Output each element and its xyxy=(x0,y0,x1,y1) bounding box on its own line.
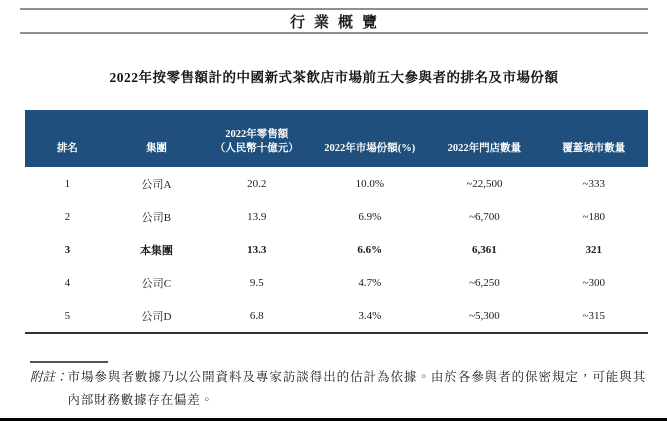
col-header-retail-line2: （人民幣十億元） xyxy=(214,142,299,154)
cell-share: 3.4% xyxy=(358,309,382,322)
cell-retail: 9.5 xyxy=(249,276,264,289)
cell-share: 4.7% xyxy=(358,276,382,289)
cell-cities: 321 xyxy=(585,243,602,256)
col-header-rank: 排名 xyxy=(56,142,78,154)
table-row xyxy=(25,167,648,200)
cell-stores: ~22,500 xyxy=(466,177,503,190)
cell-retail: 13.9 xyxy=(247,210,267,223)
cell-cities: ~300 xyxy=(582,276,605,289)
cell-stores: ~6,700 xyxy=(469,210,500,223)
cell-stores: 6,361 xyxy=(472,243,497,256)
table-header-row xyxy=(25,110,648,167)
table-title: 2022年按零售額計的中國新式茶飲店市場前五大參與者的排名及市場份額 xyxy=(109,70,559,85)
cell-group: 公司D xyxy=(141,310,172,323)
footnote-label: 附註： xyxy=(30,370,68,384)
cell-rank: 1 xyxy=(64,177,71,190)
cell-stores: ~6,250 xyxy=(469,276,500,289)
col-header-share: 2022年市場份額(%) xyxy=(324,142,416,154)
table-row xyxy=(25,200,648,233)
footnote xyxy=(30,366,646,412)
cell-cities: ~315 xyxy=(582,309,605,322)
cell-rank: 2 xyxy=(64,210,71,223)
cell-share: 6.6% xyxy=(357,243,383,256)
cell-cities: ~180 xyxy=(582,210,605,223)
cell-rank: 5 xyxy=(64,309,71,322)
market-share-table xyxy=(25,110,648,334)
page-title: 行業概覽 xyxy=(289,15,386,31)
cell-group: 公司B xyxy=(141,211,172,224)
footnote-rule xyxy=(30,361,108,363)
col-header-cities: 覆蓋城市數量 xyxy=(562,142,626,154)
cell-retail: 13.3 xyxy=(247,243,267,256)
cell-share: 10.0% xyxy=(355,177,384,190)
col-header-group: 集團 xyxy=(145,142,167,154)
cell-retail: 20.2 xyxy=(247,177,267,190)
cell-rank: 4 xyxy=(64,276,71,289)
cell-retail: 6.8 xyxy=(249,309,264,322)
cell-group: 公司A xyxy=(141,178,172,191)
header-rule-top xyxy=(20,8,648,10)
table-row-our-group xyxy=(25,233,648,266)
cell-group: 本集團 xyxy=(139,244,173,257)
cell-rank: 3 xyxy=(64,243,71,256)
col-header-stores: 2022年門店數量 xyxy=(447,142,522,154)
col-header-retail-line1: 2022年零售額 xyxy=(225,128,289,140)
col-header-retail xyxy=(203,128,310,167)
cell-cities: ~333 xyxy=(582,177,605,190)
cell-stores: ~5,300 xyxy=(469,309,500,322)
table-row xyxy=(25,299,648,332)
header-rule-bottom xyxy=(20,32,648,34)
cell-share: 6.9% xyxy=(358,210,382,223)
table-body xyxy=(25,167,648,334)
table-row xyxy=(25,266,648,299)
cell-group: 公司C xyxy=(141,277,172,290)
footnote-text: 市場參與者數據乃以公開資料及專家訪談得出的估計為依據。由於各參與者的保密規定，可能與其內部財務數據存在偏差。 xyxy=(67,370,646,408)
